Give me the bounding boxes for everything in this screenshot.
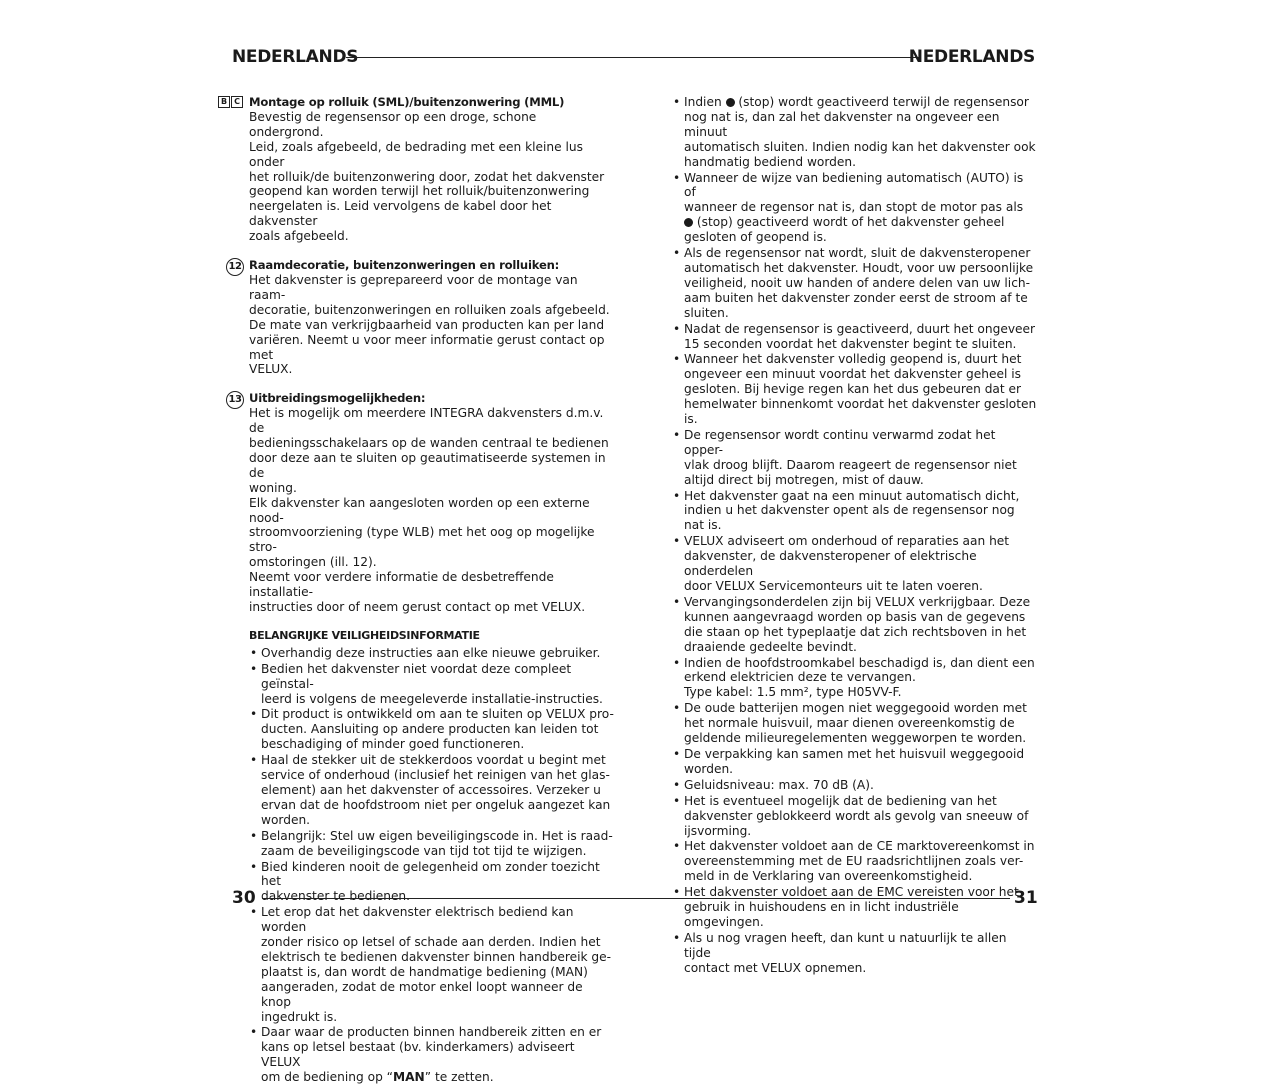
header-language-right: NEDERLANDS [908, 47, 1035, 67]
list-item: • Belangrijk: Stel uw eigen beveiligingscode in. Het is raad- zaam de beveiligingscode van tijd tot tijd te wijzigen. [249, 829, 614, 859]
text-run: ” te zetten. [424, 1070, 494, 1085]
list-item: • Vervangingsonderdelen zijn bij VELUX verkrijgbaar. Deze kunnen aangevraagd worden op basis van de gegevens die staan op het typeplaatje dat zich rechtsboven in het draaiende gedeelte bevindt. [672, 595, 1037, 655]
text-run: Wanneer de wijze van bediening automatisch (AUTO) is of wanneer de regensor nat is, dan stopt de motor pas als [684, 170, 1024, 215]
list-item: • Wanneer het dakvenster volledig geopend is, duurt het ongeveer een minuut voordat het dakvenster geheel is gesloten. Bij hevige regen kan het dus gebeuren dat er hemelwater binnenkomt voordat het dakvenster gesloten is. [672, 352, 1037, 427]
text-line: geopend kan worden terwijl het rolluik/buitenzonwering [249, 184, 590, 199]
illustration-number-badge: 13 [226, 391, 244, 409]
text-line: Het dakvenster is geprepareerd voor de montage van raam- [249, 272, 582, 302]
list-item: • Bedien het dakvenster niet voordat deze compleet geïnstal- leerd is volgens de meegeleverde installatie-instructies. [249, 662, 614, 707]
list-item [249, 1025, 614, 1085]
list-item [672, 171, 1037, 246]
list-item: • Geluidsniveau: max. 70 dB (A). [672, 778, 1037, 793]
text-line: variëren. Neemt u voor meer informatie gerust contact op met [249, 332, 609, 362]
section-title: Raamdecoratie, buitenzonweringen en rolluiken: [249, 258, 560, 273]
list-item: • Overhandig deze instructies aan elke nieuwe gebruiker. [249, 646, 614, 661]
list-item: • VELUX adviseert om onderhoud of reparaties aan het dakvenster, de dakvensteropener of elektrische onderdelen door VELUX Servicemonteurs uit te laten voeren. [672, 534, 1037, 594]
text-line: woning. [249, 480, 297, 495]
text-run: (stop) wordt geactiveerd terwijl de regensensor nog nat is, dan zal het dakvenster na ongeveer een minuut automatisch sluiten. Indien nodig kan het dakvenster ook handmatig bediend worden. [684, 95, 1036, 169]
text-line: zoals afgebeeld. [249, 229, 349, 244]
text-run: Daar waar de producten binnen handbereik zitten en er kans op letsel bestaat (bv. kinderkamers) adviseert VELUX om de bediening op “ [261, 1025, 602, 1085]
text-line: neergelaten is. Leid vervolgens de kabel door het dakvenster [249, 199, 556, 229]
list-item: • Haal de stekker uit de stekkerdoos voordat u begint met service of onderhoud (inclusief het reinigen van het glas- element) aan het dakvenster of accessoires. Verzeker u ervan dat de hoofdstroom niet per ongeluk aangezet kan worden. [249, 753, 614, 828]
list-item: • Als de regensensor nat wordt, sluit de dakvensteropener automatisch het dakvenster. Houdt, voor uw persoonlijke veiligheid, nooit uw handen of andere delen van uw lich- aam buiten het dakvenster zonder eerst de stroom af te sluiten. [672, 246, 1037, 321]
badge-c: C [231, 96, 243, 108]
right-column [672, 95, 1037, 977]
text-line: het rolluik/de buitenzonwering door, zodat het dakvenster [249, 169, 605, 184]
info-list [672, 95, 1037, 976]
list-item: • Bied kinderen nooit de gelegenheid om zonder toezicht het dakvenster te bedienen. [249, 860, 614, 905]
list-item: • De verpakking kan samen met het huisvuil weggegooid worden. [672, 747, 1037, 777]
list-item: • Indien de hoofdstroomkabel beschadigd is, dan dient een erkend elektricien deze te vervangen. Type kabel: 1.5 mm², type H05VV-F. [672, 656, 1037, 701]
section-mounting [220, 95, 614, 244]
text-line: instructies door of neem gerust contact op met VELUX. [249, 600, 586, 614]
text-line: VELUX. [249, 362, 293, 377]
list-item: • De regensensor wordt continu verwarmd zodat het opper- vlak droog blijft. Daarom reageert de regensensor niet altijd direct bij motregen, mist of dauw. [672, 428, 1037, 488]
text-run: (stop) geactiveerd wordt of het dakvenster geheel gesloten of geopend is. [684, 215, 1005, 245]
list-item: • Let erop dat het dakvenster elektrisch bediend kan worden zonder risico op letsel of schade aan derden. Indien het elektrisch te bedienen dakvenster binnen handbereik ge- plaatst is, dan wordt de handmatige bediening (MAN) aangeraden, zodat de motor enkel loopt wanneer de knop ingedrukt is. [249, 905, 614, 1024]
list-item [672, 95, 1037, 170]
list-item: • Nadat de regensensor is geactiveerd, duurt het ongeveer 15 seconden voordat het dakvenster begint te sluiten. [672, 322, 1037, 352]
list-item: • Het is eventueel mogelijk dat de bediening van het dakvenster geblokkeerd wordt als gevolg van sneeuw of ijsvorming. [672, 794, 1037, 839]
badge-b: B [218, 96, 230, 108]
page-number-left: 30 [232, 888, 256, 908]
text-line: Het is mogelijk om meerdere INTEGRA dakvensters d.m.v. de [249, 406, 608, 436]
footer-divider [262, 898, 1010, 899]
list-item: • Als u nog vragen heeft, dan kunt u natuurlijk te allen tijde contact met VELUX opnemen. [672, 931, 1037, 976]
section-title: Uitbreidingsmogelijkheden: [249, 391, 426, 406]
header-language-left: NEDERLANDS [232, 47, 359, 67]
text-line: Elk dakvenster kan aangesloten worden op een externe nood- [249, 495, 594, 525]
illustration-ref-badge [218, 96, 243, 108]
stop-icon [684, 218, 693, 227]
text-line: decoratie, buitenzonweringen en rolluiken zoals afgebeeld. [249, 302, 610, 317]
text-line: omstoringen (ill. 12). [249, 555, 377, 570]
text-line: De mate van verkrijgbaarheid van producten kan per land [249, 317, 605, 332]
text-line: Leid, zoals afgebeeld, de bedrading met een kleine lus onder [249, 139, 587, 169]
page-number-right: 31 [1014, 888, 1038, 908]
text-line: Bevestig de regensensor op een droge, schone ondergrond. [249, 109, 541, 139]
man-mode-label: MAN [393, 1070, 425, 1085]
text-run: Indien [684, 95, 726, 109]
list-item: • Het dakvenster gaat na een minuut automatisch dicht, indien u het dakvenster opent als de regensensor nog nat is. [672, 489, 1037, 534]
header-divider [346, 57, 920, 58]
stop-icon [726, 98, 735, 107]
text-line: Neemt voor verdere informatie de desbetreffende installatie- [249, 570, 558, 600]
text-line: bedieningsschakelaars op de wanden centraal te bedienen [249, 436, 609, 451]
section-decoration [228, 258, 614, 377]
safety-list [249, 646, 614, 1085]
section-title: Montage op rolluik (SML)/buitenzonwering (MML) [249, 95, 565, 109]
section-expansion [228, 391, 614, 615]
text-line: stroomvoorziening (type WLB) met het oog op mogelijke stro- [249, 525, 599, 555]
list-item: • Het dakvenster voldoet aan de CE marktovereenkomst in overeenstemming met de EU raadsrichtlijnen zoals ver- meld in de Verklaring van overeenkomstigheid. [672, 839, 1037, 884]
illustration-number-badge: 12 [226, 258, 244, 276]
list-item: • Het dakvenster voldoet aan de EMC vereisten voor het gebruik in huishoudens en in licht industriële omgevingen. [672, 885, 1037, 930]
text-line: door deze aan te sluiten op geautimatiseerde systemen in de [249, 450, 610, 480]
safety-heading: BELANGRIJKE VEILIGHEIDSINFORMATIE [249, 628, 480, 642]
list-item: • De oude batterijen mogen niet weggegooid worden met het normale huisvuil, maar dienen overeenkomstig de geldende milieuregelementen weggeworpen te worden. [672, 701, 1037, 746]
list-item: • Dit product is ontwikkeld om aan te sluiten op VELUX pro- ducten. Aansluiting op andere producten kan leiden tot beschadiging of minder goed functioneren. [249, 707, 614, 752]
